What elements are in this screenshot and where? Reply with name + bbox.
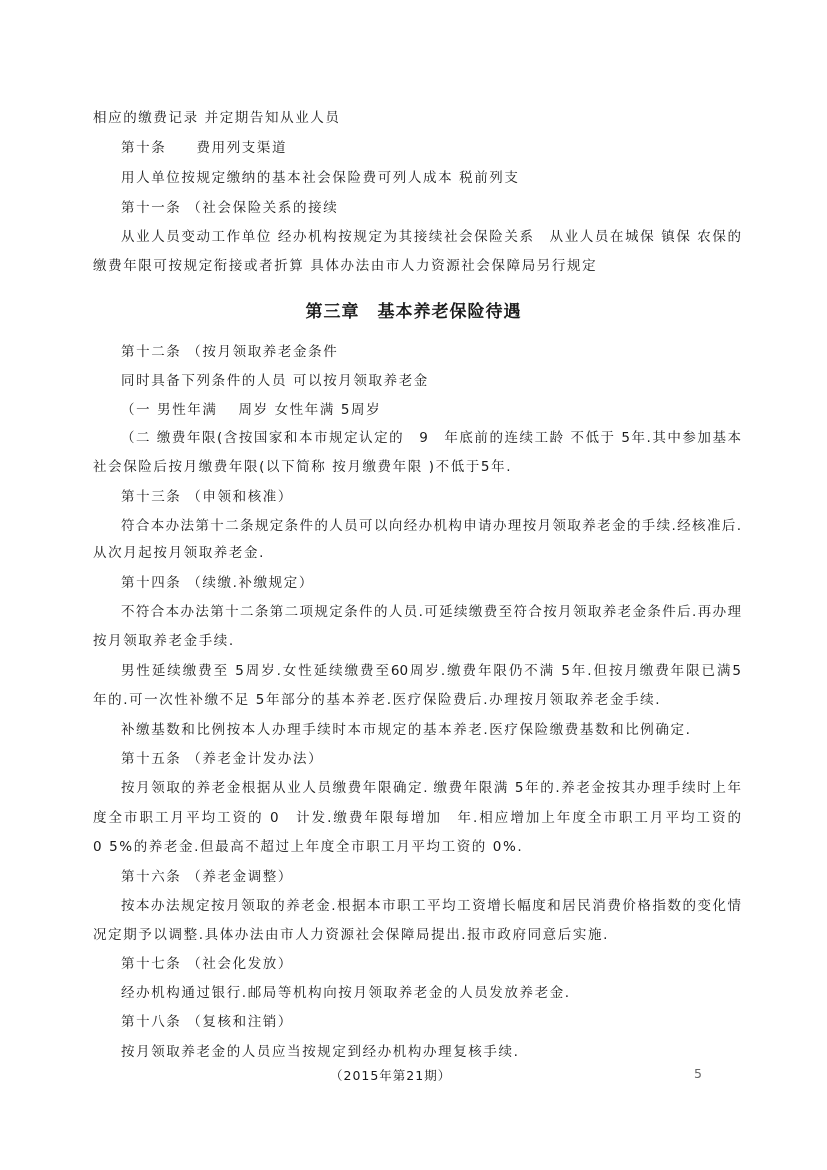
text-line: 不符合本办法第十二条第二项规定条件的人员.可延续缴费至符合按月领取养老金条件后.再办理	[121, 604, 741, 620]
text-line: 第十一条 （社会保险关系的接续	[121, 200, 339, 216]
text-line: 按月领取养老金的人员应当按规定到经办机构办理复核手续.	[121, 1044, 520, 1060]
text-line: 按本办法规定按月领取的养老金.根据本市职工平均工资增长幅度和居民消费价格指数的变化情	[121, 898, 741, 914]
text-line: 相应的缴费记录 并定期告知从业人员	[93, 110, 341, 126]
text-line: 第十三条 （申领和核准）	[121, 489, 293, 505]
text-line: 同时具备下列条件的人员 可以按月领取养老金	[121, 373, 429, 389]
text-line: 经办机构通过银行.邮局等机构向按月领取养老金的人员发放养老金.	[121, 985, 571, 1001]
text-line: 按月领取的养老金根据从业人员缴费年限确定. 缴费年限满 5年的.养老金按其办理手续时上年	[121, 780, 741, 796]
text-line: 0 5%的养老金.但最高不超过上年度全市职工月平均工资的 0%.	[93, 839, 524, 855]
text-line: 缴费年限可按规定衔接或者折算 具体办法由市人力资源社会保障局另行规定	[93, 258, 598, 274]
text-line: 从业人员变动工作单位 经办机构按规定为其接续社会保险关系 从业人员在城保 镇保 农保的	[121, 229, 741, 245]
text-line: （二 缴费年限(含按国家和本市规定认定的 9 年底前的连续工龄 不低于 5年.其中参加基本	[121, 430, 741, 446]
text-line: 男性延续缴费至 5周岁.女性延续缴费至60周岁.缴费年限仍不满 5年.但按月缴费年限已满5	[121, 663, 741, 679]
text-line: （一 男性年满 周岁 女性年满 5周岁	[121, 402, 382, 418]
text-line: 第十七条 （社会化发放）	[121, 956, 293, 972]
text-line: 第十五条 （养老金计发办法）	[121, 751, 324, 767]
text-line: 从次月起按月领取养老金.	[93, 545, 265, 561]
text-line: 第十六条 （养老金调整）	[121, 869, 293, 885]
chapter-title: 第三章 基本养老保险待遇	[305, 302, 522, 322]
text-line: 按月领取养老金手续.	[93, 633, 235, 649]
text-line: 用人单位按规定缴纳的基本社会保险费可列人成本 税前列支	[121, 170, 520, 186]
text-line: 补缴基数和比例按本人办理手续时本市规定的基本养老.医疗保险缴费基数和比例确定.	[121, 722, 692, 738]
text-line: 第十八条 （复核和注销）	[121, 1014, 293, 1030]
text-line: 社会保险后按月缴费年限(以下简称 按月缴费年限 )不低于5年.	[93, 459, 513, 475]
text-line: 度全市职工月平均工资的 0 计发.缴费年限每增加 年.相应增加上年度全市职工月平均工资的	[93, 810, 741, 826]
page-number: 5	[694, 1066, 702, 1081]
text-line: 况定期予以调整.具体办法由市人力资源社会保障局提出.报市政府同意后实施.	[93, 927, 609, 943]
text-line: 年的.可一次性补缴不足 5年部分的基本养老.医疗保险费后.办理按月领取养老金手续.	[93, 692, 662, 708]
text-line: 第十条 费用列支渠道	[121, 140, 288, 156]
footer-issue: （2015年第21期）	[330, 1068, 452, 1083]
text-line: 第十四条 （续缴.补缴规定）	[121, 575, 314, 591]
text-line: 符合本办法第十二条规定条件的人员可以向经办机构申请办理按月领取养老金的手续.经核准后.	[121, 518, 741, 534]
text-line: 第十二条 （按月领取养老金条件	[121, 344, 339, 360]
